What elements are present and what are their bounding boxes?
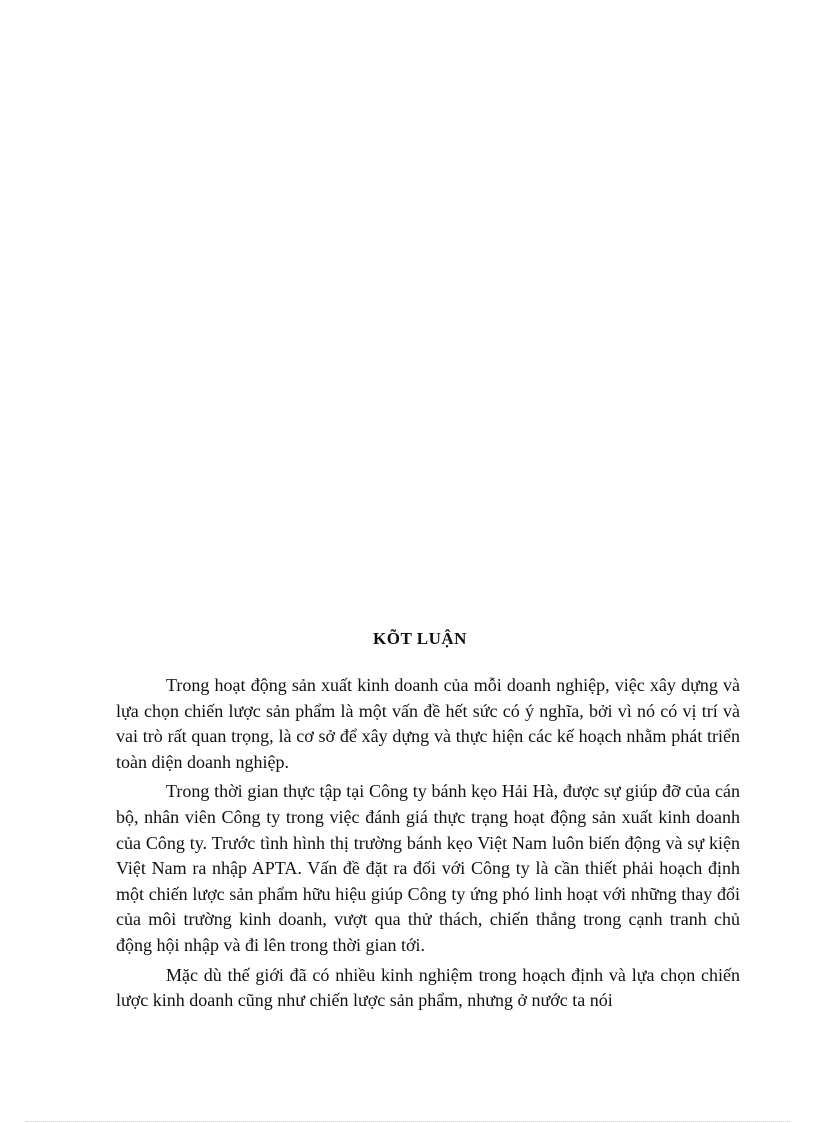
- paragraph-1: Trong hoạt động sản xuất kinh doanh của mỗi doanh nghiệp, việc xây dựng và lựa chọn chiến lược sản phẩm là một vấn đề hết sức có ý nghĩa, bởi vì nó có vị trí và vai trò rất quan trọng, là cơ sở để xây dựng và thực hiện các kế hoạch nhằm phát triển toàn diện doanh nghiệp.: [116, 675, 740, 772]
- paragraph-2: Trong thời gian thực tập tại Công ty bánh kẹo Hải Hà, được sự giúp đỡ của cán bộ, nhân viên Công ty trong việc đánh giá thực trạng hoạt động sản xuất kinh doanh của Công ty. Trước tình hình thị trường bánh kẹo Việt Nam luôn biến động và sự kiện Việt Nam ra nhập APTA. Vấn đề đặt ra đối với Công ty là cần thiết phải hoạch định một chiến lược sản phẩm hữu hiệu giúp Công ty ứng phó linh hoạt với những thay đổi của môi trường kinh doanh, vượt qua thử thách, chiến thắng trong cạnh tranh chủ động hội nhập và đi lên trong thời gian tới.: [116, 781, 740, 955]
- conclusion-body: [116, 673, 740, 1018]
- paragraph-3: Mặc dù thế giới đã có nhiều kinh nghiệm trong hoạch định và lựa chọn chiến lược kinh doanh cũng như chiến lược sản phẩm, nhưng ở nước ta nói: [116, 964, 740, 1011]
- page-bottom-divider: [26, 1121, 790, 1122]
- conclusion-heading: KÕT LUẬN: [373, 629, 467, 648]
